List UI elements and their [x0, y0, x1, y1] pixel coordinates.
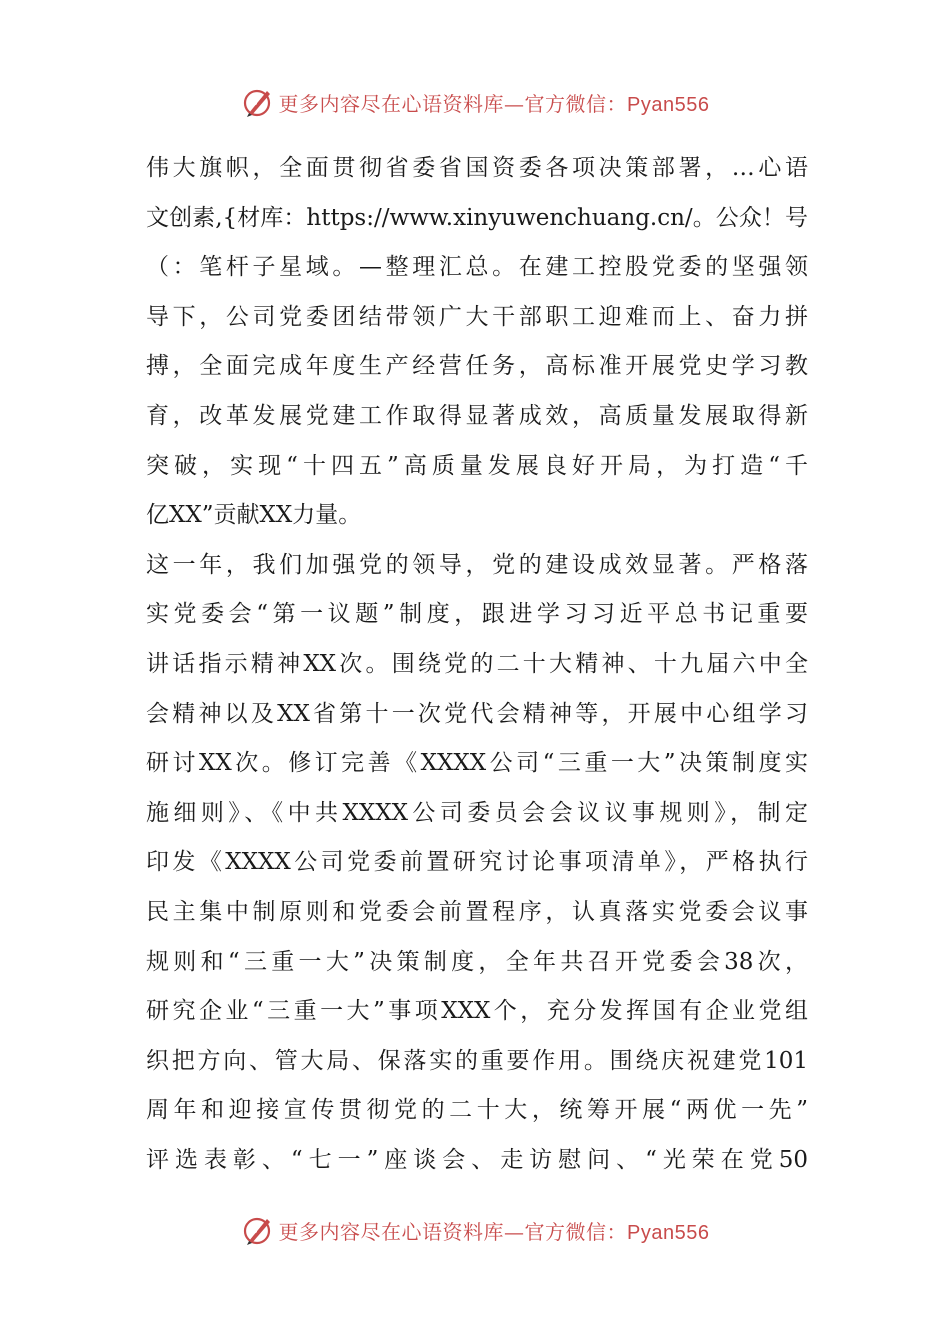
pen-circle-logo-icon — [241, 85, 275, 119]
header-watermark-text: 更多内容尽在心语资料库—官方微信：Pyan556 — [278, 91, 710, 116]
text-line: 导下，公司党委团结带领广大干部职工迎难而上、奋力拼 — [146, 303, 808, 330]
text-line: 这一年，我们加强党的领导，党的建设成效显著。严格落 — [146, 551, 808, 578]
text-line: 伟大旗帜，全面贯彻省委省国资委各项决策部署，…心语 — [146, 155, 808, 181]
text-line: 研讨XX次。修订完善《XXXX公司“三重一大”决策制度实 — [146, 750, 808, 777]
footer-watermark-text: 更多内容尽在心语资料库—官方微信：Pyan556 — [278, 1219, 710, 1244]
text-line: 亿XX”贡献XX力量。 — [146, 502, 362, 529]
footer-watermark — [0, 1210, 950, 1250]
text-line: 周年和迎接宣传贯彻党的二十大，统筹开展“两优一先” — [146, 1097, 808, 1124]
text-line: 印发《XXXX公司党委前置研究讨论事项清单》，严格执行 — [146, 849, 808, 876]
wechat-handle: Pyan556 — [627, 1221, 710, 1244]
text-line: 讲话指示精神XX次。围绕党的二十大精神、十九届六中全 — [146, 650, 808, 677]
text-line: （：笔杆子星域。—整理汇总。在建工控股党委的坚强领 — [146, 254, 808, 281]
text-line: 会精神以及XX省第十一次党代会精神等，开展中心组学习 — [146, 700, 808, 727]
text-line: 突破，实现“十四五”高质量发展良好开局，为打造“千 — [146, 452, 808, 479]
text-line: 施细则》、《中共XXXX公司委员会会议议事规则》，制定 — [146, 799, 808, 826]
text-line: 织把方向、管大局、保落实的重要作用。围绕庆祝建党101 — [146, 1047, 808, 1074]
wechat-handle: Pyan556 — [627, 93, 710, 116]
text-line: 搏，全面完成年度生产经营任务，高标准开展党史学习教 — [146, 353, 808, 380]
text-line: 育，改革发展党建工作取得显著成效，高质量发展取得新 — [146, 402, 808, 429]
text-line: 评选表彰、“七一”座谈会、走访慰问、“光荣在党50 — [146, 1146, 808, 1173]
text-line: 民主集中制原则和党委会前置程序，认真落实党委会议事 — [146, 898, 808, 925]
text-line: 研究企业“三重一大”事项XXX个，充分发挥国有企业党组 — [146, 998, 808, 1025]
text-line: 规则和“三重一大”决策制度，全年共召开党委会38次， — [146, 948, 808, 975]
header-watermark — [0, 82, 950, 122]
text-line: 实党委会“第一议题”制度，跟进学习习近平总书记重要 — [146, 601, 808, 628]
text-line: 文创素,{材库：https://www.xinyuwenchuang.cn/。公众！号 — [146, 204, 808, 231]
pen-circle-logo-icon — [241, 1213, 275, 1247]
document-body — [146, 144, 808, 1185]
